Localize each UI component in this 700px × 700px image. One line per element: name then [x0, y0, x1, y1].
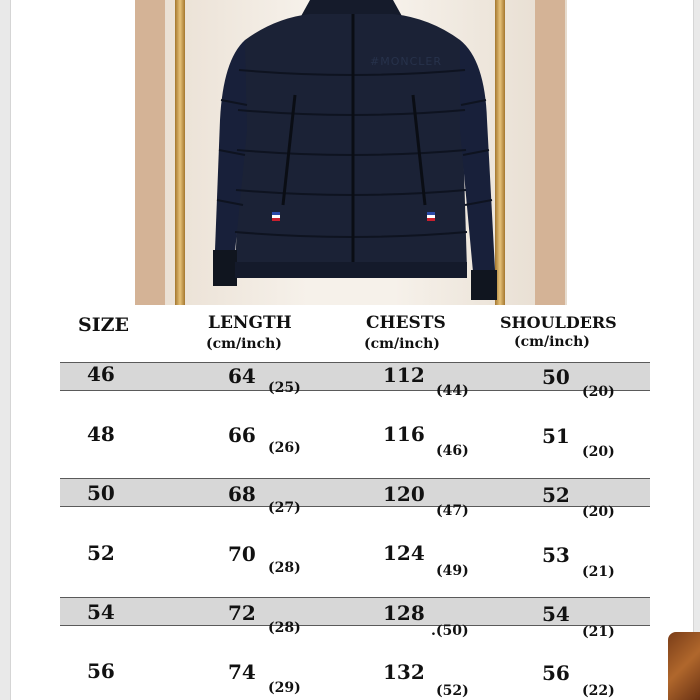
length-cm: 64: [228, 364, 256, 388]
header-chests: CHESTS: [366, 313, 446, 333]
chest-cm: 120: [383, 482, 425, 506]
header-length: LENGTH: [208, 313, 292, 333]
length-inch: (27): [268, 500, 301, 516]
length-inch: (28): [268, 560, 301, 576]
chest-cm: 124: [383, 541, 425, 565]
chest-cm: 132: [383, 660, 425, 684]
shoulder-inch: (20): [582, 384, 615, 400]
chest-inch: .(50): [431, 623, 469, 639]
shoulder-cm: 51: [542, 424, 570, 448]
length-cm: 74: [228, 660, 256, 684]
shoulder-cm: 53: [542, 543, 570, 567]
shoulder-cm: 54: [542, 602, 570, 626]
length-inch: (28): [268, 620, 301, 636]
size-value: 52: [87, 541, 115, 565]
shoulder-inch: (21): [582, 564, 615, 580]
length-cm: 66: [228, 423, 256, 447]
length-cm: 70: [228, 542, 256, 566]
chest-cm: 112: [383, 363, 425, 387]
header-chests-unit: (cm/inch): [364, 336, 440, 352]
shoulder-cm: 56: [542, 661, 570, 685]
shoulder-cm: 50: [542, 365, 570, 389]
size-value: 54: [87, 600, 115, 624]
size-value: 50: [87, 481, 115, 505]
shoulder-inch: (22): [582, 683, 615, 699]
header-length-unit: (cm/inch): [206, 336, 282, 352]
length-inch: (26): [268, 440, 301, 456]
chest-cm: 128: [383, 601, 425, 625]
chest-inch: (46): [436, 443, 469, 459]
chest-inch: (49): [436, 563, 469, 579]
shoulder-cm: 52: [542, 483, 570, 507]
chest-inch: (52): [436, 683, 469, 699]
header-shoulders-unit: (cm/inch): [514, 334, 590, 350]
leather-strap-corner: [668, 632, 700, 700]
shoulder-inch: (21): [582, 624, 615, 640]
length-cm: 68: [228, 482, 256, 506]
header-shoulders: SHOULDERS: [500, 313, 617, 332]
size-value: 48: [87, 422, 115, 446]
chest-inch: (44): [436, 383, 469, 399]
shoulder-inch: (20): [582, 504, 615, 520]
chest-cm: 116: [383, 422, 425, 446]
shoulder-inch: (20): [582, 444, 615, 460]
header-size: SIZE: [78, 314, 129, 336]
chest-inch: (47): [436, 503, 469, 519]
length-inch: (29): [268, 680, 301, 696]
jacket-brand-print: #MONCLER: [370, 55, 442, 68]
length-cm: 72: [228, 601, 256, 625]
size-value: 56: [87, 659, 115, 683]
size-value: 46: [87, 362, 115, 386]
length-inch: (25): [268, 380, 301, 396]
